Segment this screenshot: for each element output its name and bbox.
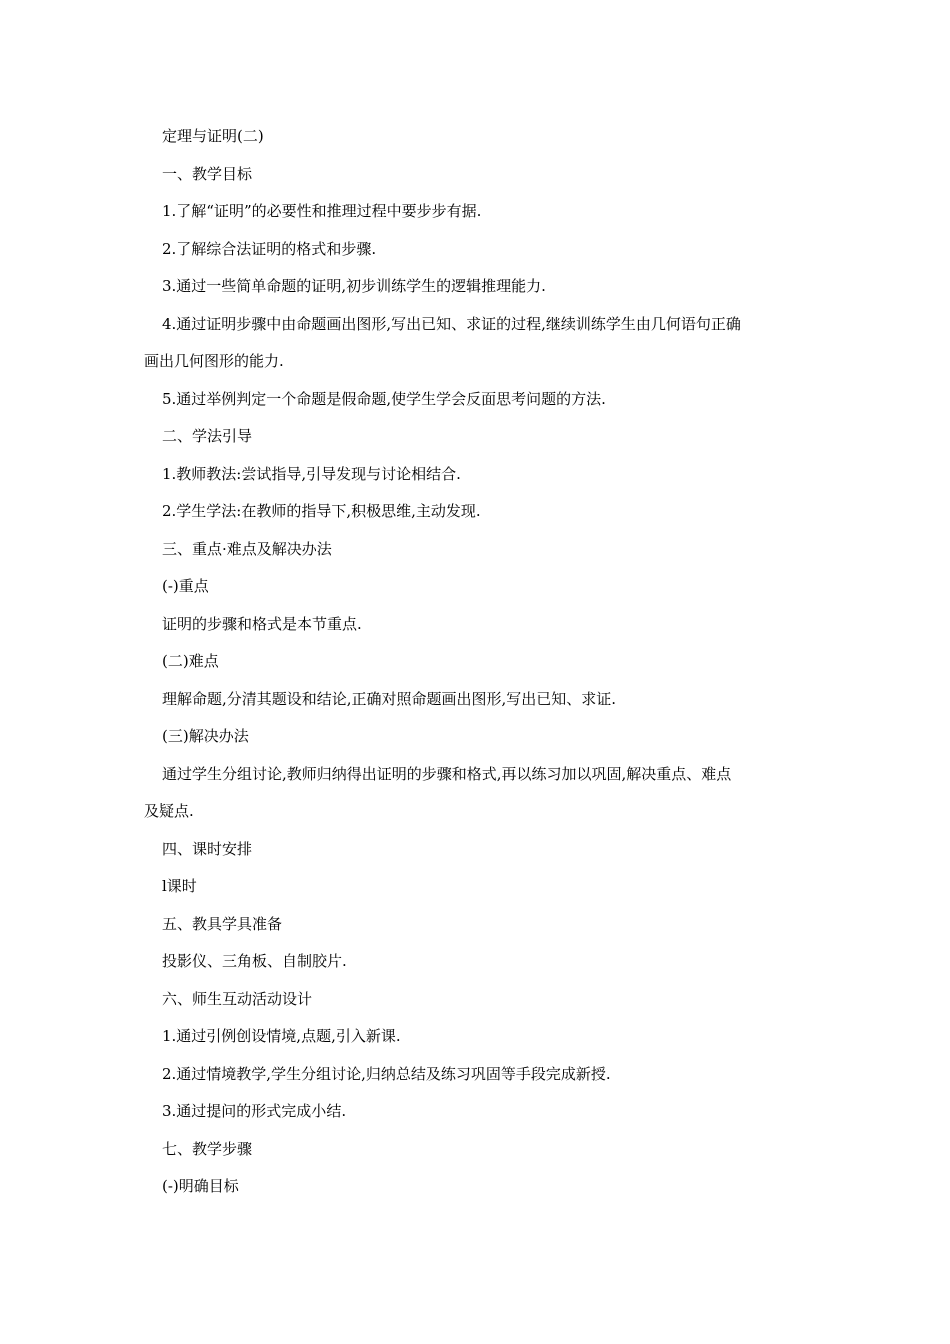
text-line: l课时 bbox=[162, 877, 197, 895]
text-line: 七、教学步骤 bbox=[162, 1139, 253, 1158]
text-line: 理解命题,分清其题设和结论,正确对照命题画出图形,写出已知、求证. bbox=[162, 689, 617, 708]
text-line: 1.教师教法:尝试指导,引导发现与讨论相结合. bbox=[162, 464, 461, 483]
text-line: (二)难点 bbox=[162, 652, 219, 670]
text-line: 二、学法引导 bbox=[162, 427, 253, 445]
text-line: 2.了解综合法证明的格式和步骤. bbox=[162, 239, 377, 258]
text-line: 4.通过证明步骤中由命题画出图形,写出已知、求证的过程,继续训练学生由几何语句正确 bbox=[162, 314, 741, 333]
document-title: 定理与证明(二) bbox=[162, 127, 264, 145]
text-line: 5.通过举例判定一个命题是假命题,使学生学会反面思考问题的方法. bbox=[162, 389, 606, 408]
document-body bbox=[144, 118, 814, 1206]
text-line: 证明的步骤和格式是本节重点. bbox=[162, 614, 362, 633]
text-line: 四、课时安排 bbox=[162, 839, 253, 858]
text-line: (三)解决办法 bbox=[162, 727, 249, 745]
text-line: 1.通过引例创设情境,点题,引入新课. bbox=[162, 1027, 401, 1045]
text-line: 五、教具学具准备 bbox=[162, 914, 283, 933]
text-line: 通过学生分组讨论,教师归纳得出证明的步骤和格式,再以练习加以巩固,解决重点、难点 bbox=[162, 764, 732, 783]
text-line: (-)重点 bbox=[162, 577, 209, 595]
text-line: 3.通过一些简单命题的证明,初步训练学生的逻辑推理能力. bbox=[162, 277, 546, 295]
text-line: 画出几何图形的能力. bbox=[144, 352, 284, 370]
text-line: 投影仪、三角板、自制胶片. bbox=[162, 952, 347, 970]
text-line: 3.通过提问的形式完成小结. bbox=[162, 1102, 347, 1120]
text-line: (-)明确目标 bbox=[162, 1177, 239, 1195]
text-line: 六、师生互动活动设计 bbox=[162, 989, 313, 1008]
text-line: 1.了解“证明”的必要性和推理过程中要步步有据. bbox=[162, 202, 482, 220]
text-line: 及疑点. bbox=[144, 802, 194, 820]
text-line: 一、教学目标 bbox=[162, 164, 253, 183]
text-line: 2.通过情境教学,学生分组讨论,归纳总结及练习巩固等手段完成新授. bbox=[162, 1064, 611, 1083]
text-line: 三、重点·难点及解决办法 bbox=[162, 539, 332, 558]
text-line: 2.学生学法:在教师的指导下,积极思维,主动发现. bbox=[162, 502, 481, 520]
